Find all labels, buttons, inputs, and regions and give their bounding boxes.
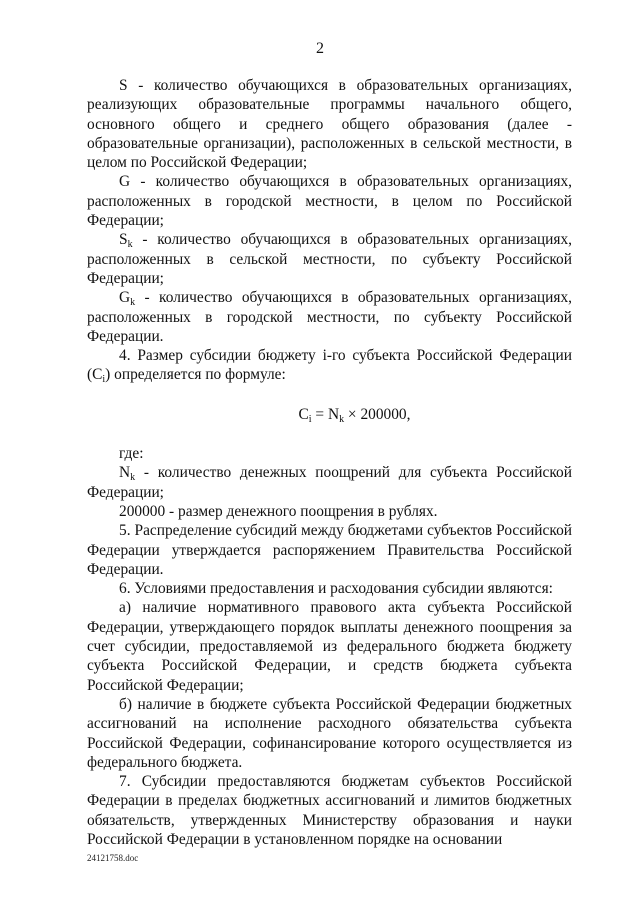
clause-6: 6. Условиями предоставления и расходования субсидии являются: — [119, 580, 553, 598]
page-number: 2 — [316, 40, 324, 57]
clause-6b: б) наличие в бюджете субъекта Российской Федерации бюджетных ассигнований на исполнение расходного обязательства субъекта Российской Федерации, софинансирование которого осуществляется из федерального бюджета. — [87, 695, 572, 771]
document-body — [87, 76, 572, 849]
file-name-footer: 24121758.doc — [87, 853, 139, 863]
definition-gk: $G_k$ - количество обучающихся в образовательных организациях, расположенных в городской местности, по субъекту Российской Федерации. — [87, 289, 572, 345]
clause-6a: а) наличие нормативного правового акта субъекта Российской Федерации, утверждающего порядок выплаты денежного поощрения за счет субсидии, предоставляемой из федерального бюджета бюджету субъекта Российской Федерации, и средств бюджета субъекта Российской Федерации; — [87, 599, 572, 694]
definition-nk: $N_k$ - количество денежных поощрений для субъекта Российской Федерации; — [87, 464, 572, 501]
clause-5: 5. Распределение субсидий между бюджетами субъектов Российской Федерации утверждается распоряжением Правительства Российской Федерации. — [87, 522, 572, 578]
definition-sk: $S_k$ - количество обучающихся в образовательных организациях, расположенных в сельской местности, по субъекту Российской Федерации; — [87, 231, 572, 287]
subsidy-formula: $C_i = N_k \times 200000$, — [298, 405, 411, 425]
where-label: где: — [119, 445, 144, 463]
definition-amount: 200000 - размер денежного поощрения в рублях. — [119, 502, 438, 520]
definition-g: G - количество обучающихся в образовательных организациях, расположенных в городской местности, в целом по Российской Федерации; — [87, 173, 572, 230]
definition-s: S - количество обучающихся в образовательных организациях, реализующих образовательные программы начального общего, основного общего и среднего общего образования (далее - образовательные организации), расположенных в сельской местности, в целом по Российской Федерации; — [87, 77, 572, 172]
clause-4: 4. Размер субсидии бюджету i-го субъекта Российской Федерации $(С_i)$ определяется по формуле: — [87, 347, 572, 386]
clause-7: 7. Субсидии предоставляются бюджетам субъектов Российской Федерации в пределах бюджетных ассигнований и лимитов бюджетных обязательств, утвержденных Министерству образования и науки Российской Федерации в установленном порядке на основании — [87, 773, 572, 848]
